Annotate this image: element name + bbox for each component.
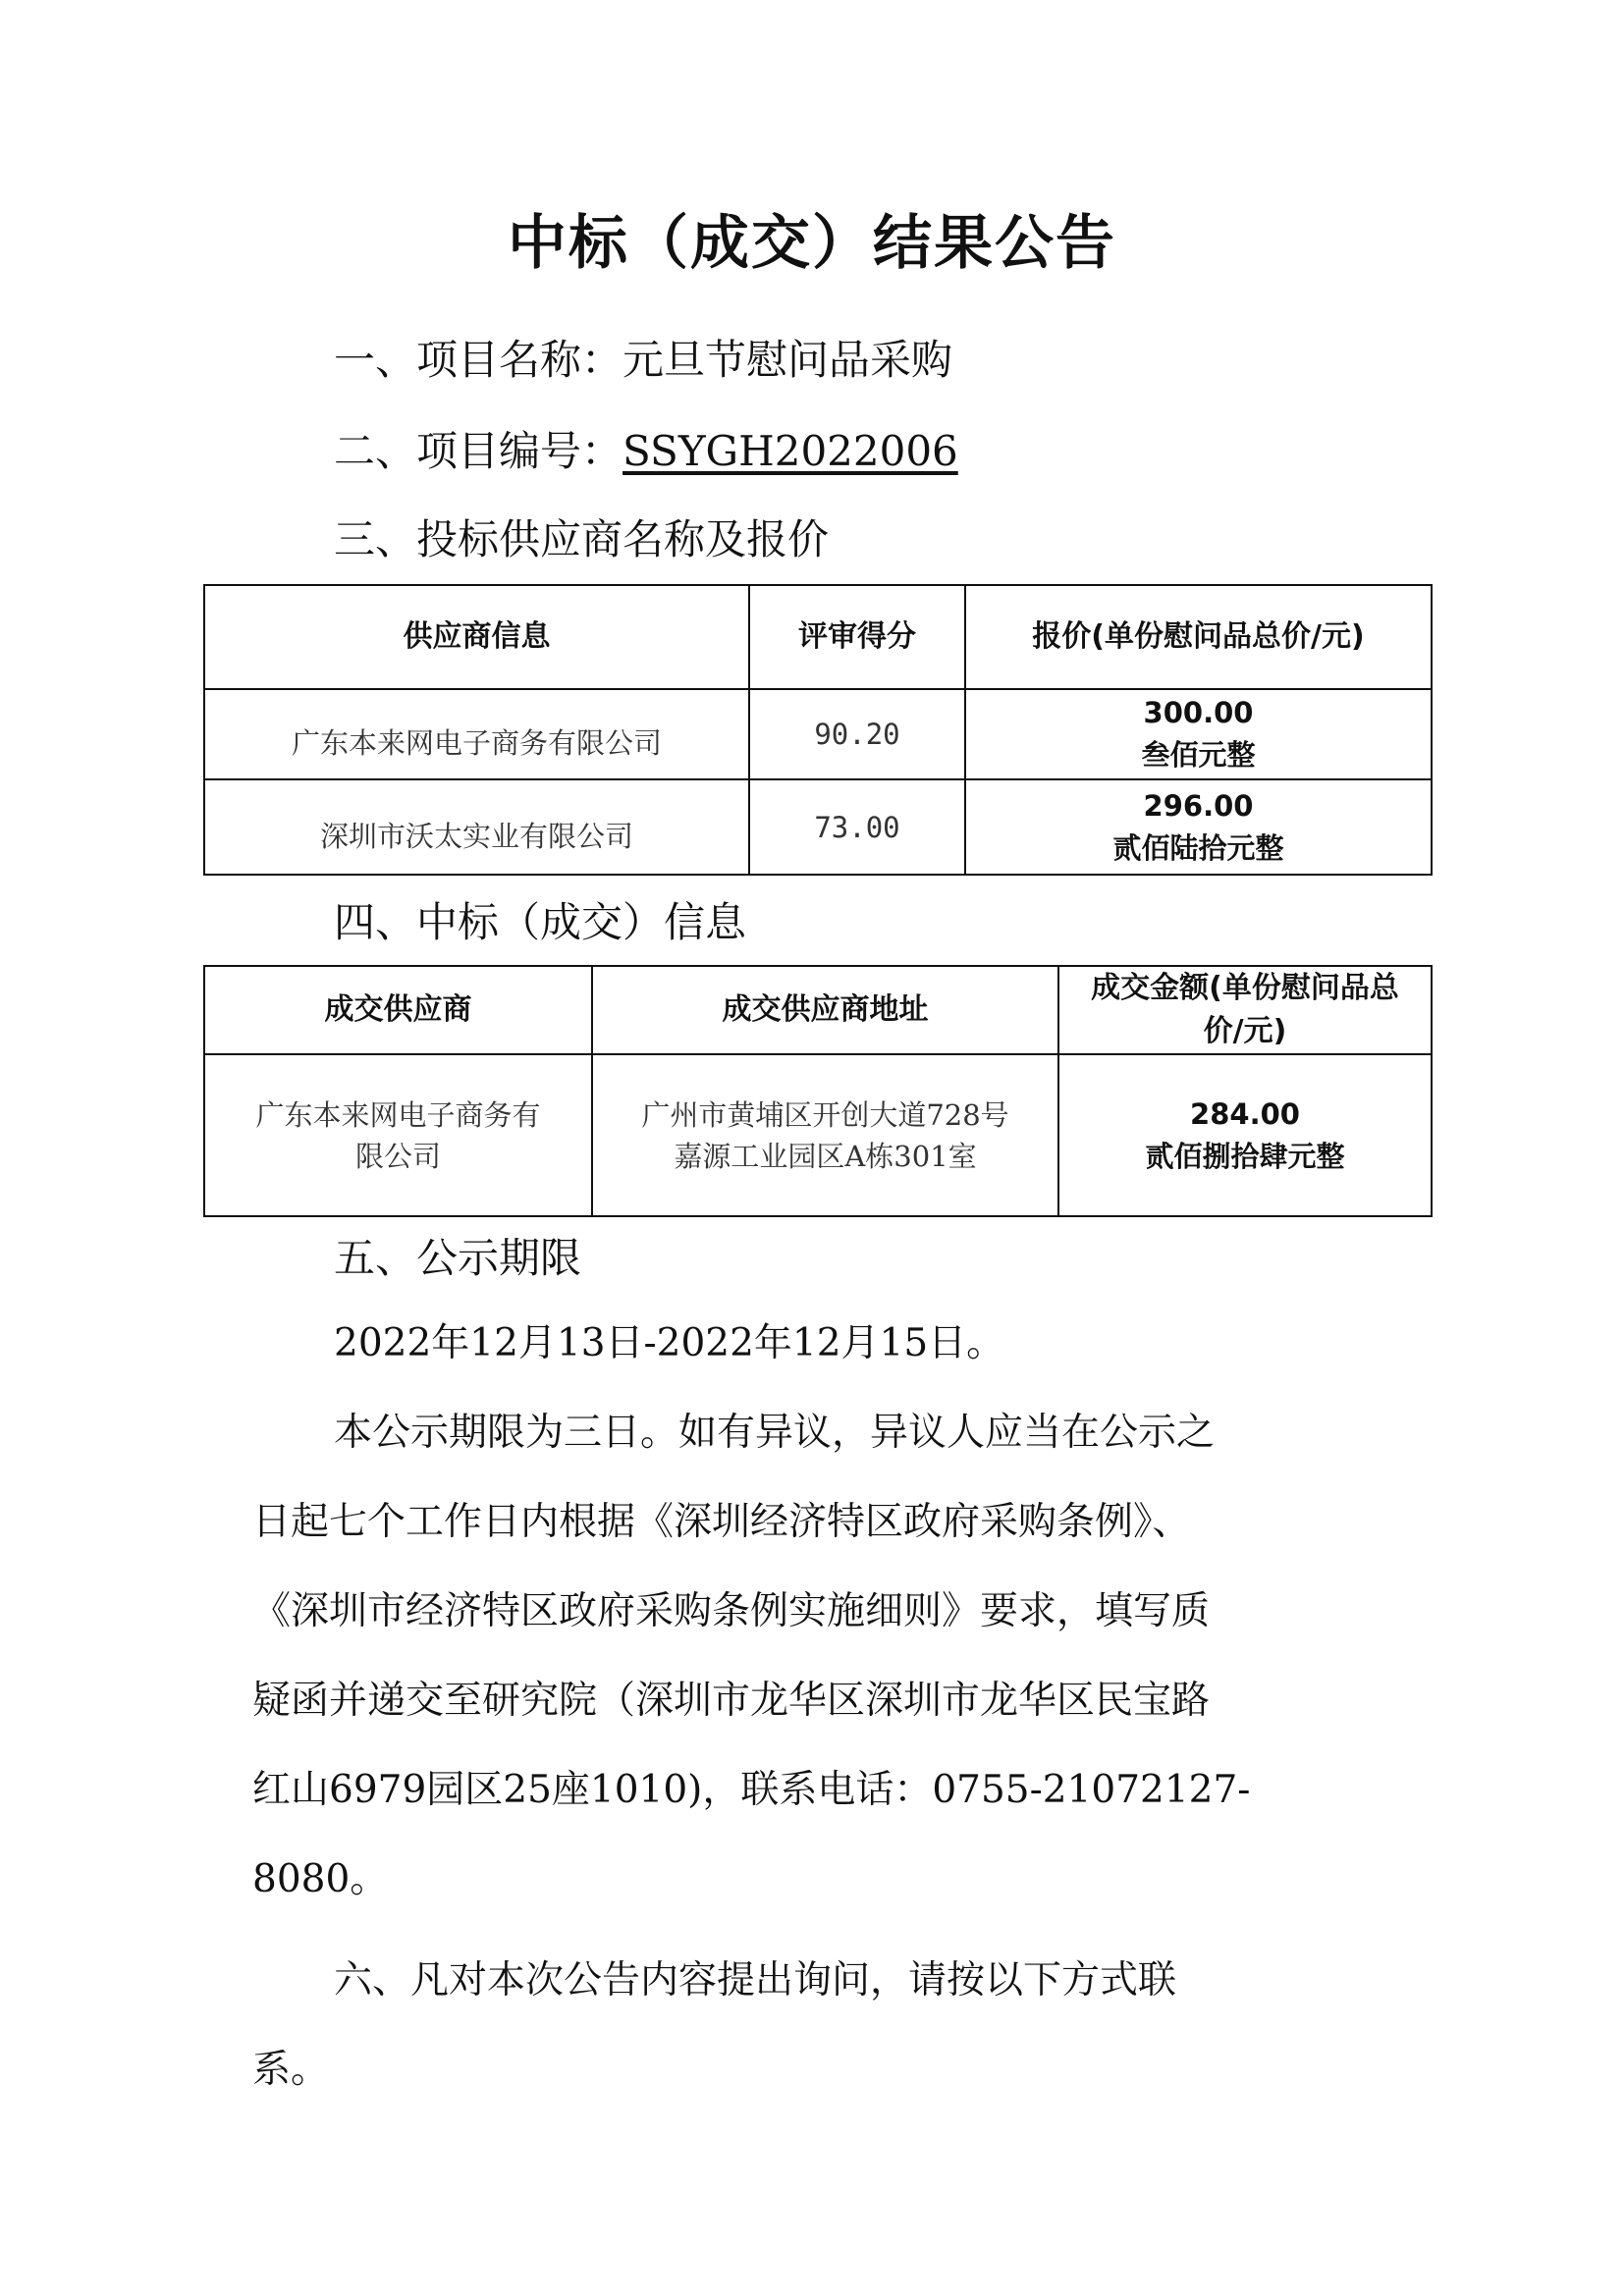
supplier-name: 深圳市沃太实业有限公司 (204, 779, 749, 875)
table-row (204, 779, 1432, 875)
contact-line: 系。 (252, 2048, 330, 2092)
notice-period-heading: 五、公示期限 (334, 1234, 582, 1282)
bidders-table (203, 584, 1433, 876)
column-header: 评审得分 (749, 585, 965, 689)
award-address (592, 1054, 1058, 1216)
project-name-line (334, 331, 952, 390)
notice-body-line: 本公示期限为三日。如有异议，异议人应当在公示之 (334, 1411, 1216, 1455)
award-heading: 四、中标（成交）信息 (334, 898, 747, 946)
score-value: 90.20 (749, 689, 965, 779)
column-header: 成交金额(单份慰问品总价/元) (1058, 966, 1432, 1054)
price-value: 296.00 (1143, 788, 1254, 823)
table-row (204, 1054, 1432, 1216)
amount-value: 284.00 (1190, 1096, 1300, 1131)
project-name-value: 元旦节慰问品采购 (623, 336, 953, 384)
notice-body-line: 《深圳市经济特区政府采购条例实施细则》要求，填写质 (252, 1589, 1211, 1633)
project-name-label: 一、项目名称： (334, 336, 623, 384)
project-code-value: SSYGH2022006 (623, 427, 958, 475)
project-code-line (334, 422, 958, 481)
notice-body-line: 红山6979园区25座1010)，联系电话：0755-21072127- (252, 1768, 1251, 1812)
notice-body-line: 疑函并递交至研究院（深圳市龙华区深圳市龙华区民宝路 (252, 1679, 1211, 1723)
price-cell (965, 689, 1432, 779)
bidders-header-row (204, 585, 1432, 689)
price-words: 贰佰陆拾元整 (1112, 830, 1284, 865)
price-value: 300.00 (1143, 696, 1254, 729)
award-supplier (204, 1054, 592, 1216)
address-line: 嘉源工业园区A栋301室 (674, 1139, 977, 1173)
price-words: 叁佰元整 (1141, 738, 1256, 772)
award-header-row (204, 966, 1432, 1054)
address-line: 广州市黄埔区开创大道728号 (641, 1097, 1009, 1132)
table-row (204, 689, 1432, 779)
score-value: 73.00 (749, 779, 965, 875)
column-header: 成交供应商 (204, 966, 592, 1054)
notice-body-line: 日起七个工作日内根据《深圳经济特区政府采购条例》、 (252, 1500, 1191, 1544)
project-code-label: 二、项目编号： (334, 427, 623, 475)
notice-body-line: 8080。 (252, 1857, 389, 1901)
bidders-heading: 三、投标供应商名称及报价 (334, 515, 830, 563)
column-header: 成交供应商地址 (592, 966, 1058, 1054)
column-header: 报价(单份慰问品总价/元) (965, 585, 1432, 689)
supplier-name: 广东本来网电子商务有限公司 (204, 689, 749, 779)
page-title: 中标（成交）结果公告 (508, 209, 1116, 278)
supplier-name-line: 广东本来网电子商务有 (255, 1097, 541, 1132)
column-header: 供应商信息 (204, 585, 749, 689)
notice-dates: 2022年12月13日-2022年12月15日。 (334, 1321, 1005, 1365)
amount-words: 贰佰捌拾肆元整 (1145, 1139, 1345, 1173)
award-amount (1058, 1054, 1432, 1216)
contact-line: 六、凡对本次公告内容提出询问，请按以下方式联 (334, 1958, 1177, 2002)
price-cell (965, 779, 1432, 875)
supplier-name-line: 限公司 (354, 1139, 441, 1173)
award-table (203, 965, 1433, 1217)
